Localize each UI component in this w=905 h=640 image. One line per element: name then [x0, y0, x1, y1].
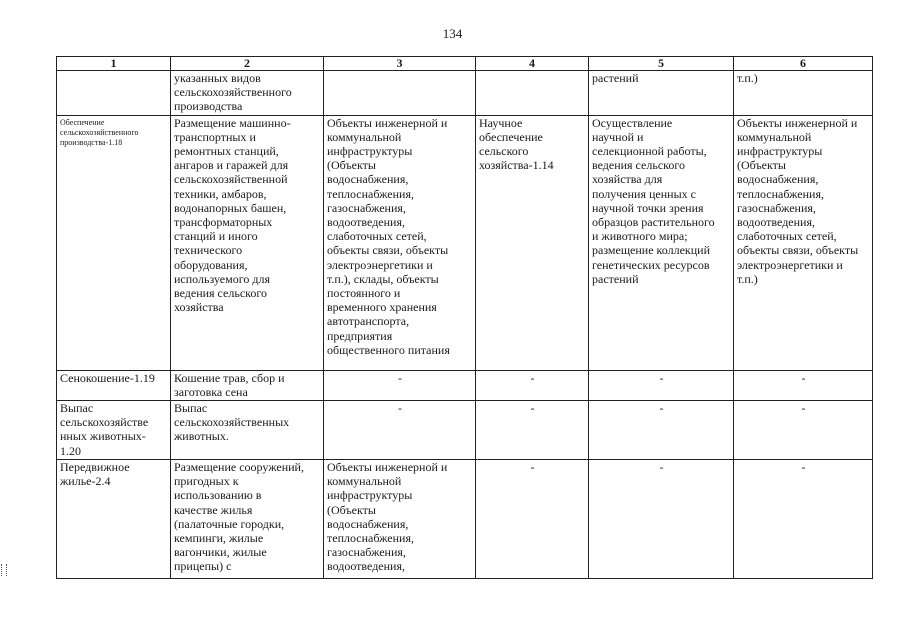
table-row-continuation	[57, 71, 873, 116]
column-header-5: 5	[589, 57, 734, 71]
cell-conditional-description: -	[589, 370, 734, 400]
page-number: 134	[442, 26, 463, 41]
column-header-3: 3	[324, 57, 476, 71]
column-header-6: 6	[734, 57, 873, 71]
scan-edge-mark	[1, 564, 7, 576]
cell-conditional-use	[476, 71, 589, 116]
cell-description: Размещение машинно- транспортных и ремонтных станций, ангаров и гаражей для сельскохозяйственной техники, амбаров, водонапорных башен, трансформаторных станций и иного технического оборудования, используемого для ведения сельского хозяйства	[171, 115, 324, 370]
cell-conditional-description: растений	[589, 71, 734, 116]
cell-conditional-auxiliary: т.п.)	[734, 71, 873, 116]
cell-auxiliary-objects: -	[324, 401, 476, 460]
cell-conditional-description: Осуществление научной и селекционной работы, ведения сельского хозяйства для получения ценных с научной точки зрения образцов растительного и животного мира; размещение коллекций генетических ресурсов растений	[589, 115, 734, 370]
cell-auxiliary-objects	[324, 71, 476, 116]
cell-conditional-use: -	[476, 370, 589, 400]
cell-description: Кошение трав, сбор и заготовка сена	[171, 370, 324, 400]
cell-conditional-auxiliary: -	[734, 460, 873, 579]
cell-land-use-type	[57, 71, 171, 116]
cell-land-use-type: Передвижное жилье-2.4	[57, 460, 171, 579]
cell-description: указанных видов сельскохозяйственного производства	[171, 71, 324, 116]
table-header-row	[57, 57, 873, 71]
table-row-1-18	[57, 115, 873, 370]
cell-conditional-use: -	[476, 460, 589, 579]
cell-auxiliary-objects: Объекты инженерной и коммунальной инфраструктуры (Объекты водоснабжения, теплоснабжения, газоснабжения, водоотведения, слаботочных сетей, объекты связи, объекты электроэнергетики и т.п.), склады, объекты постоянного и временного хранения автотранспорта, предприятия общественного питания	[324, 115, 476, 370]
column-header-1: 1	[57, 57, 171, 71]
cell-conditional-description: -	[589, 401, 734, 460]
cell-conditional-use: Научное обеспечение сельского хозяйства-1.14	[476, 115, 589, 370]
cell-auxiliary-objects: -	[324, 370, 476, 400]
table-row-2-4	[57, 460, 873, 579]
column-header-2: 2	[171, 57, 324, 71]
cell-auxiliary-objects: Объекты инженерной и коммунальной инфраструктуры (Объекты водоснабжения, теплоснабжения, газоснабжения, водоотведения,	[324, 460, 476, 579]
land-use-table	[56, 56, 873, 579]
cell-description: Выпас сельскохозяйственных животных.	[171, 401, 324, 460]
cell-land-use-type: Выпас сельскохозяйстве нных животных- 1.20	[57, 401, 171, 460]
cell-conditional-use: -	[476, 401, 589, 460]
cell-conditional-auxiliary: -	[734, 401, 873, 460]
cell-description: Размещение сооружений, пригодных к использованию в качестве жилья (палаточные городки, кемпинги, жилые вагончики, жилые прицепы) с	[171, 460, 324, 579]
cell-land-use-type: Сенокошение-1.19	[57, 370, 171, 400]
cell-conditional-auxiliary: Объекты инженерной и коммунальной инфраструктуры (Объекты водоснабжения, теплоснабжения, газоснабжения, водоотведения, слаботочных сетей, объекты связи, объекты электроэнергетики и т.п.)	[734, 115, 873, 370]
cell-conditional-auxiliary: -	[734, 370, 873, 400]
table-row-1-19	[57, 370, 873, 400]
table-row-1-20	[57, 401, 873, 460]
cell-land-use-type: Обеспечение сельскохозяйственного производства-1.18	[57, 115, 171, 370]
column-header-4: 4	[476, 57, 589, 71]
cell-conditional-description: -	[589, 460, 734, 579]
